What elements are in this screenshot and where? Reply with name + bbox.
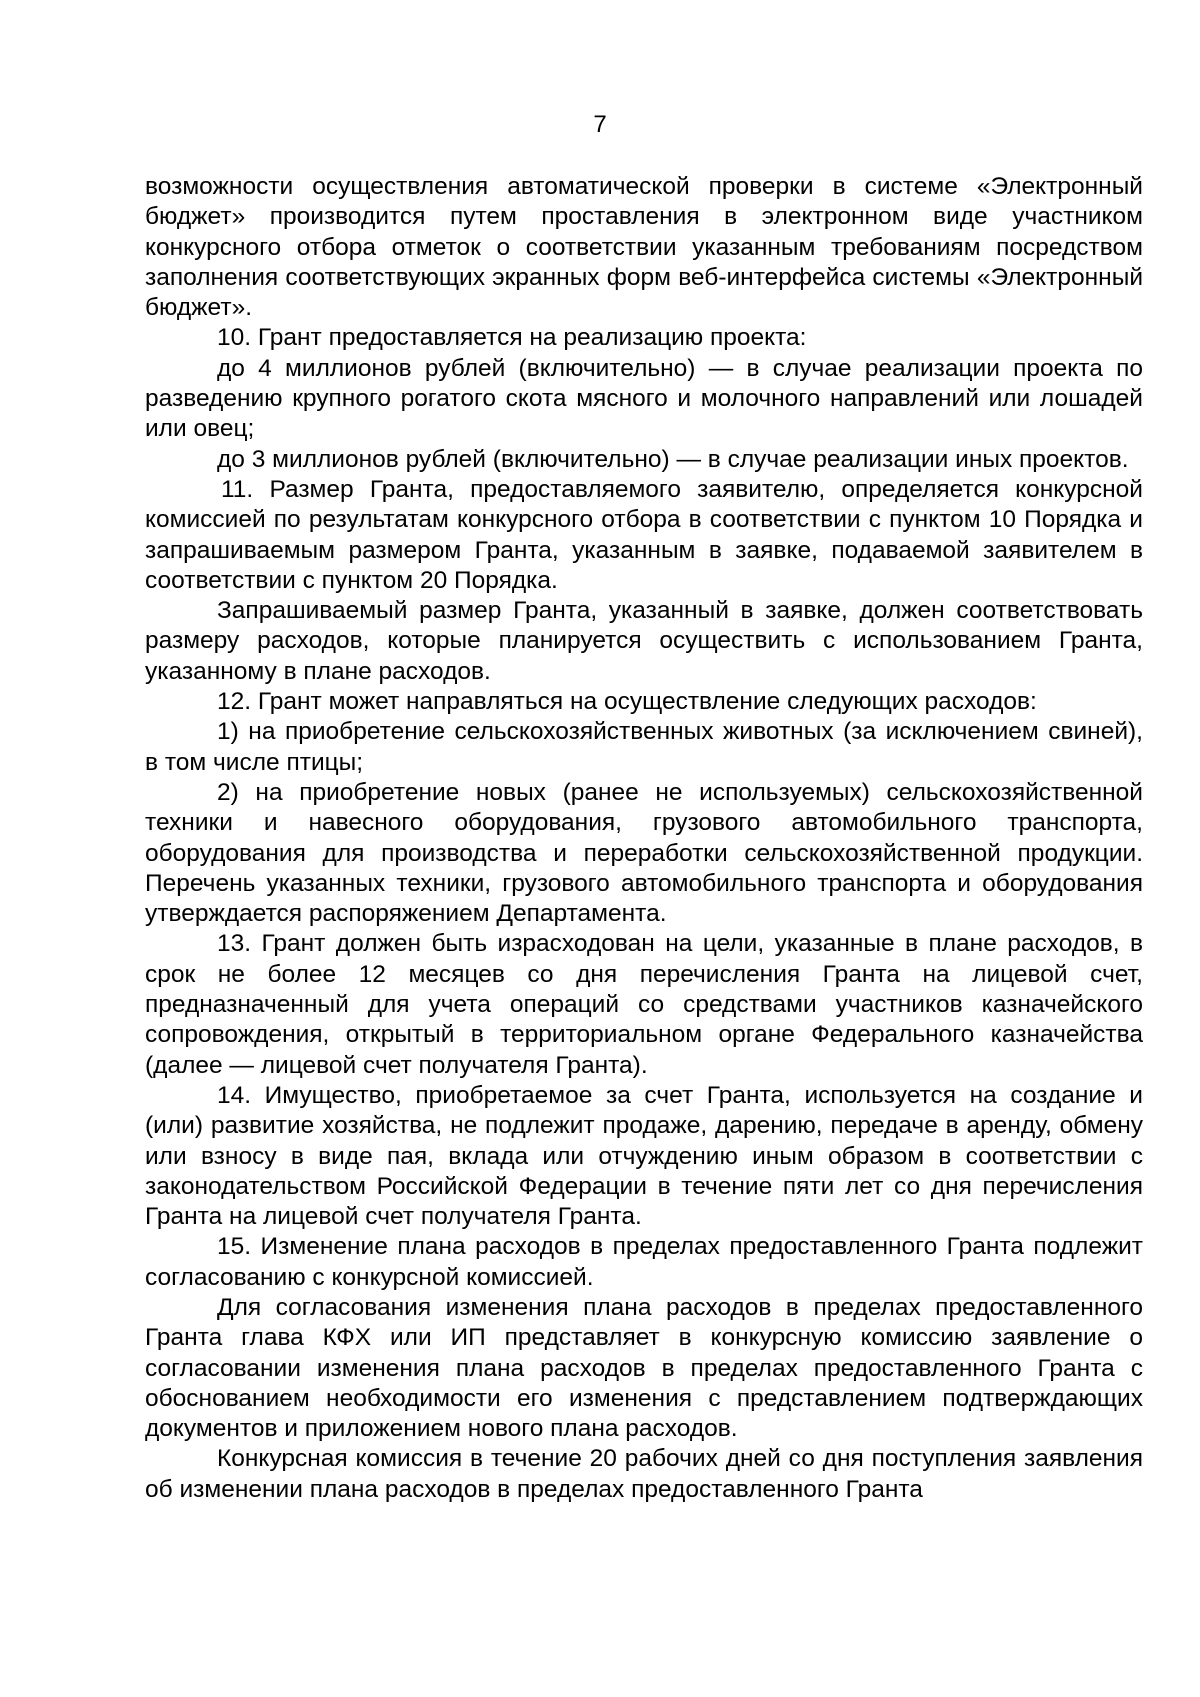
- paragraph-continuation: возможности осуществления автоматической проверки в системе «Электронный бюджет» производится путем проставления в электронном виде участником конкурсного отбора отметок о соответствии указанным требованиям посредством заполнения соответствующих экранных форм веб-интерфейса системы «Электронный бюджет».: [145, 173, 1143, 322]
- paragraph-12-item-2: 2) на приобретение новых (ранее не используемых) сельскохозяйственной техники и навесного оборудования, грузового автомобильного транспорта, оборудования для производства и переработки сельскохозяйственной продукции. Перечень указанных техники, грузового автомобильного транспорта и оборудования утверждается распоряжением Департамента.: [145, 778, 1143, 928]
- paragraph-13: 13. Грант должен быть израсходован на цели, указанные в плане расходов, в срок не более 12 месяцев со дня перечисления Гранта на лицевой счет, предназначенный для учета операций со средствами участников казначейского сопровождения, открытый в территориальном органе Федерального казначейства (далее — лицевой счет получателя Гранта).: [145, 930, 1143, 1079]
- paragraph-10-item-1: до 4 миллионов рублей (включительно) — в случае реализации проекта по разведению крупного рогатого скота мясного и молочного направлений или лошадей или овец;: [145, 354, 1143, 443]
- paragraph-15-part-3: Конкурсная комиссия в течение 20 рабочих дней со дня поступления заявления об изменении плана расходов в пределах предоставленного Гранта: [145, 1445, 1143, 1503]
- paragraph-14: 14. Имущество, приобретаемое за счет Гранта, используется на создание и (или) развитие хозяйства, не подлежит продаже, дарению, передаче в аренду, обмену или взносу в виде пая, вклада или отчуждению иным образом в соответствии с законодательством Российской Федерации в течение пяти лет со дня перечисления Гранта на лицевой счет получателя Гранта.: [145, 1081, 1143, 1231]
- paragraph-11-part-2: Запрашиваемый размер Гранта, указанный в заявке, должен соответствовать размеру расходов, которые планируется осуществить с использованием Гранта, указанному в плане расходов.: [145, 597, 1143, 685]
- paragraph-11: 11. Размер Гранта, предоставляемого заявителю, определяется конкурсной комиссией по результатам конкурсного отбора в соответствии с пунктом 10 Порядка и запрашиваемым размером Гранта, указанным в заявке, подаваемой заявителем в соответствии с пунктом 20 Порядка.: [145, 475, 1143, 594]
- paragraph-15-part-2: Для согласования изменения плана расходов в пределах предоставленного Гранта глава КФХ или ИП представляет в конкурсную комиссию заявление о согласовании изменения плана расходов в пределах предоставленного Гранта с обоснованием необходимости его изменения с представлением подтверждающих документов и приложением нового плана расходов.: [145, 1293, 1143, 1443]
- paragraph-12-item-1: 1) на приобретение сельскохозяйственных животных (за исключением свиней), в том числе птицы;: [145, 718, 1143, 776]
- paragraph-10: 10. Грант предоставляется на реализацию проекта:: [217, 324, 807, 352]
- paragraph-15: 15. Изменение плана расходов в пределах предоставленного Гранта подлежит согласованию с конкурсной комиссией.: [145, 1233, 1143, 1291]
- page-number: 7: [593, 111, 607, 138]
- paragraph-10-item-2: до 3 миллионов рублей (включительно) — в случае реализации иных проектов.: [217, 445, 1129, 473]
- paragraph-12: 12. Грант может направляться на осуществление следующих расходов:: [217, 688, 1037, 716]
- document-body: [145, 172, 1143, 1505]
